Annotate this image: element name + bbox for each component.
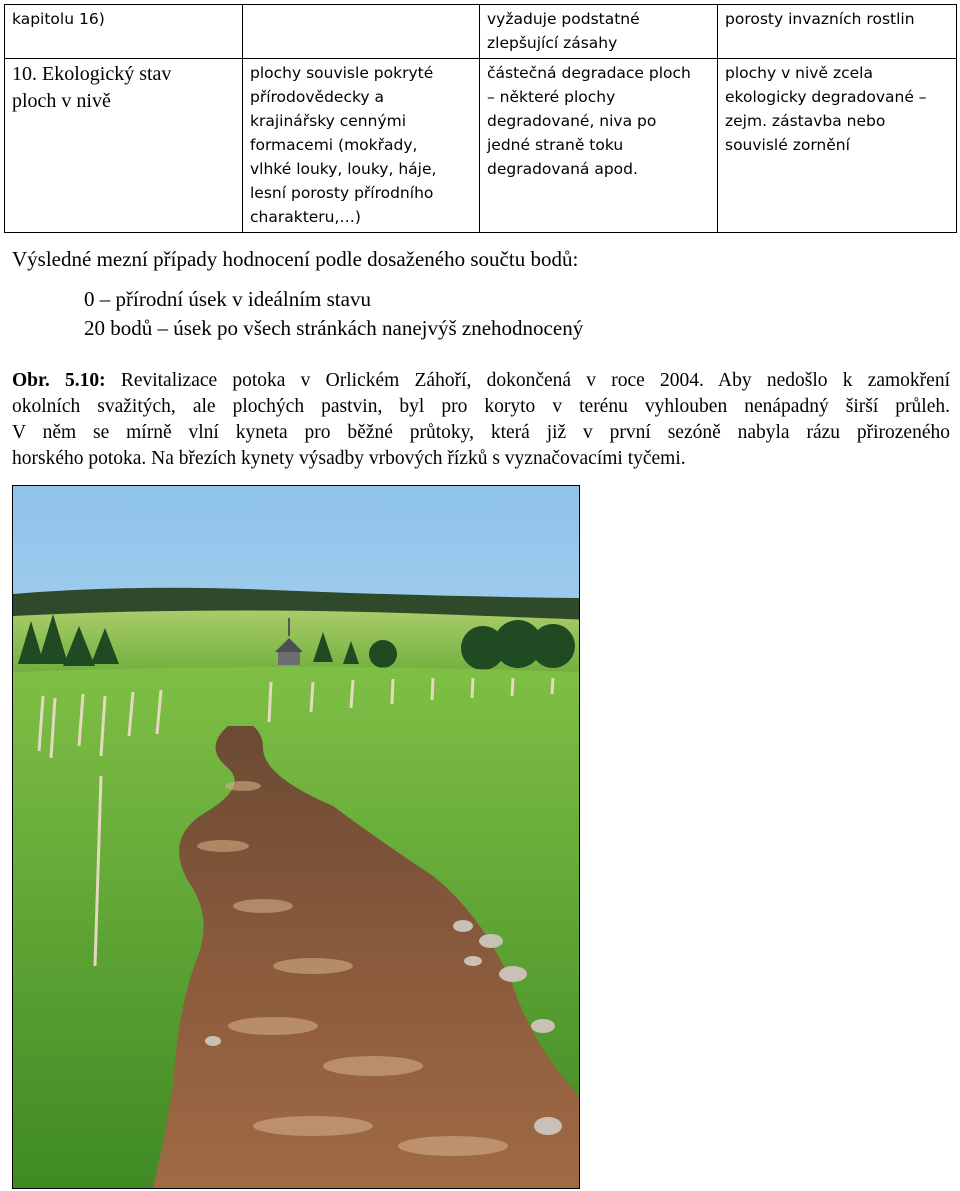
cell-text: porosty invazních rostlin [725, 10, 915, 28]
table-cell [718, 59, 957, 233]
stream-photo-illustration [13, 486, 579, 1188]
cell-text: jedné straně toku [487, 136, 624, 154]
cell-text: přírodovědecky a [250, 88, 384, 106]
cell-text: částečná degradace ploch [487, 64, 691, 82]
cell-text: charakteru,…) [250, 208, 361, 226]
table-cell [480, 5, 718, 59]
cell-text: zejm. zástavba nebo [725, 112, 886, 130]
summary-heading: Výsledné mezní případy hodnocení podle dosaženého součtu bodů: [12, 247, 579, 271]
cell-text: lesní porosty přírodního [250, 184, 434, 202]
caption-label: Obr. 5.10: [12, 370, 106, 391]
cell-text: – některé plochy [487, 88, 616, 106]
criterion-title: 10. Ekologický stav [12, 63, 172, 85]
cell-text: souvislé zornění [725, 136, 850, 154]
cell-text: degradovaná apod. [487, 160, 638, 178]
cell-text: krajinářsky cennými [250, 112, 407, 130]
criterion-title: ploch v nivě [12, 90, 111, 112]
table-row [5, 59, 957, 233]
cell-text: degradované, niva po [487, 112, 657, 130]
table-cell [480, 59, 718, 233]
summary-item: 20 bodů – úsek po všech stránkách nanejvýš znehodnocený [84, 316, 584, 340]
caption-line: okolních svažitých, ale plochých pastvin, byl pro koryto v terénu vyhlouben nenápadný širší průleh. [12, 396, 950, 417]
caption-line: horského potoka. Na březích kynety výsadby vrbových řízků s vyznačovacími tyčemi. [12, 448, 686, 469]
cell-text: kapitolu 16) [12, 10, 105, 28]
table-cell [243, 5, 480, 59]
figure-caption [12, 368, 950, 472]
table-row [5, 5, 957, 59]
cell-text: plochy v nivě zcela [725, 64, 873, 82]
stream-photo [12, 485, 580, 1189]
table-cell [5, 59, 243, 233]
table-cell [243, 59, 480, 233]
cell-text: vlhké louky, louky, háje, [250, 160, 437, 178]
cell-text: formacemi (mokřady, [250, 136, 418, 154]
table-cell [5, 5, 243, 59]
caption-line [12, 368, 950, 394]
cell-text: plochy souvisle pokryté [250, 64, 434, 82]
cell-text: vyžaduje podstatné [487, 10, 640, 28]
cell-text: zlepšující zásahy [487, 34, 618, 52]
evaluation-table [4, 4, 957, 233]
table-cell [718, 5, 957, 59]
caption-line: V něm se mírně vlní kyneta pro běžné průtoky, která již v první sezóně nabyla rázu přirozeného [12, 422, 950, 443]
caption-text: Revitalizace potoka v Orlickém Záhoří, dokončená v roce 2004. Aby nedošlo k zamokření [105, 370, 950, 391]
cell-text: ekologicky degradované – [725, 88, 927, 106]
summary-item: 0 – přírodní úsek v ideálním stavu [84, 287, 371, 311]
